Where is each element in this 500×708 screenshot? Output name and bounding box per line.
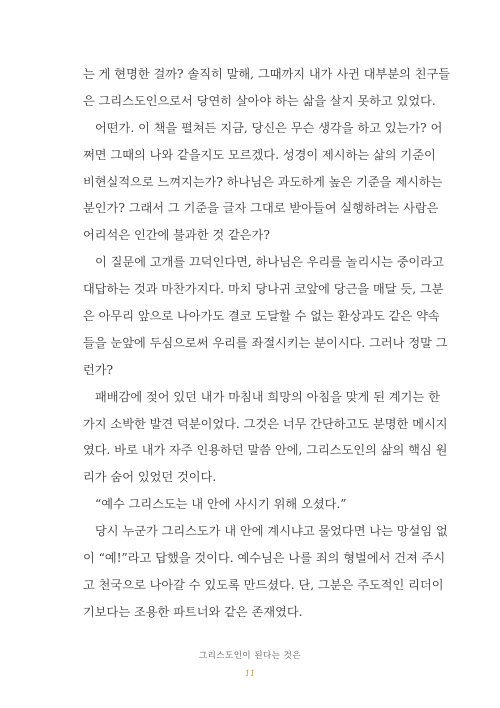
text-line: 비현실적으로 느껴지는가? 하나님은 과도하게 높은 기준을 제시하는: [83, 174, 443, 189]
text-line: 쩌면 그때의 나와 같을지도 모르겠다. 성경이 제시하는 삶의 기준이: [83, 147, 436, 162]
text-line: “예수 그리스도는 내 안에 사시기 위해 오셨다.”: [95, 497, 347, 512]
text-line: 가지 소박한 발견 덕분이었다. 그것은 너무 간단하고도 분명한 메시지: [83, 416, 448, 431]
text-line: 은 그리스도인으로서 당연히 살아야 하는 삶을 살지 못하고 있었다.: [83, 93, 436, 108]
text-line: 어떤가. 이 책을 펼쳐든 지금, 당신은 무슨 생각을 하고 있는가? 어: [95, 120, 443, 135]
text-line: 런가?: [83, 362, 114, 377]
page-number: 11: [244, 669, 256, 678]
text-line: 패배감에 젖어 있던 내가 마침내 희망의 아침을 맞게 된 계기는 한: [95, 389, 440, 404]
text-line: 였다. 바로 내가 자주 인용하던 말씀 안에, 그리스도인의 삶의 핵심 원: [83, 443, 448, 458]
text-line: 는 게 현명한 걸까? 솔직히 말해, 그때까지 내가 사귄 대부분의 친구들: [83, 67, 451, 81]
text-line: 이 “예!”라고 답했을 것이다. 예수님은 나를 죄의 형벌에서 건져 주시: [83, 551, 446, 566]
text-line: 고 천국으로 나아갈 수 있도록 만드셨다. 단, 그분은 주도적인 리더이: [83, 577, 444, 592]
text-line: 이 질문에 고개를 끄덕인다면, 하나님은 우리를 놀리시는 중이라고: [95, 255, 444, 270]
text-line: 대답하는 것과 마찬가지다. 마치 당나귀 코앞에 당근을 매달 듯, 그분: [83, 282, 444, 297]
text-line: 당시 누군가 그리스도가 내 안에 계시냐고 물었다면 나는 망설임 없: [95, 524, 448, 539]
text-line: 은 아무리 앞으로 나아가도 결코 도달할 수 없는 환상과도 같은 약속: [83, 309, 440, 324]
running-title: 그리스도인이 된다는 것은: [198, 651, 302, 661]
text-line: 분인가? 그래서 그 기준을 글자 그대로 받아들여 실행하려는 사람은: [83, 201, 439, 216]
text-line: 들을 눈앞에 두심으로써 우리를 좌절시키는 분이시다. 그러나 정말 그: [83, 335, 448, 350]
text-line: 리가 숨어 있었던 것이다.: [83, 470, 217, 485]
body-text: [83, 61, 451, 626]
text-line: 어리석은 인간에 불과한 것 같은가?: [83, 228, 270, 243]
text-line: 기보다는 조용한 파트너와 같은 존재였다.: [83, 604, 303, 619]
